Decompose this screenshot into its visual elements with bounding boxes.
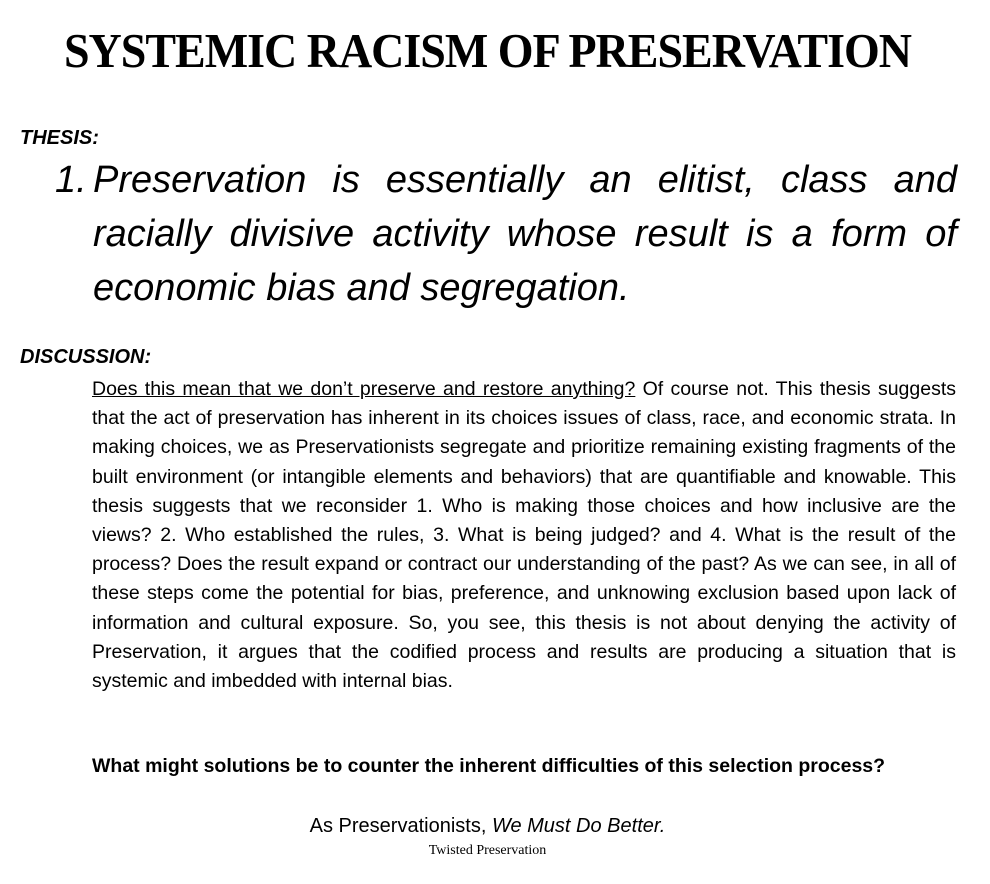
thesis-text: Preservation is essentially an elitist, class and racially divisive activity whose result is a form of economic bias and segregation. (93, 159, 957, 309)
thesis-number: 1. (55, 159, 87, 201)
page-title: SYSTEMIC RACISM OF PRESERVATION (63, 23, 912, 78)
thesis-statement (55, 153, 957, 315)
solutions-question: What might solutions be to counter the inherent difficulties of this selection process? (92, 755, 886, 777)
signature: Twisted Preservation (428, 843, 547, 858)
discussion-paragraph (92, 375, 956, 696)
discussion-lead-question: Does this mean that we don’t preserve and restore anything? (92, 378, 636, 400)
discussion-body-text: Of course not. This thesis suggests that the act of preservation has inherent in its choices issues of class, race, and economic strata. In making choices, we as Preservationists segregate and prioritize remaining existing fragments of the built environment (or intangible elements and behaviors) that are quantifiable and knowable. This thesis suggests that we reconsider 1. Who is making those choices and how inclusive are the views? 2. Who established the rules, 3. What is being judged? and 4. What is the result of the process? Does the result expand or contract our understanding of the past? As we can see, in all of these steps come the potential for bias, preference, and unknowing exclusion based upon lack of information and cultural exposure. So, you see, this thesis is not about denying the activity of Preservation, it argues that the codified process and results are producing a situation that is systemic and imbedded with internal bias. (92, 378, 956, 693)
closing-line (0, 815, 975, 838)
discussion-label: DISCUSSION: (20, 346, 152, 368)
closing-prefix: As Preservationists, (309, 815, 492, 837)
closing-emphasis: We Must Do Better. (491, 815, 666, 837)
thesis-label: THESIS: (20, 127, 99, 149)
